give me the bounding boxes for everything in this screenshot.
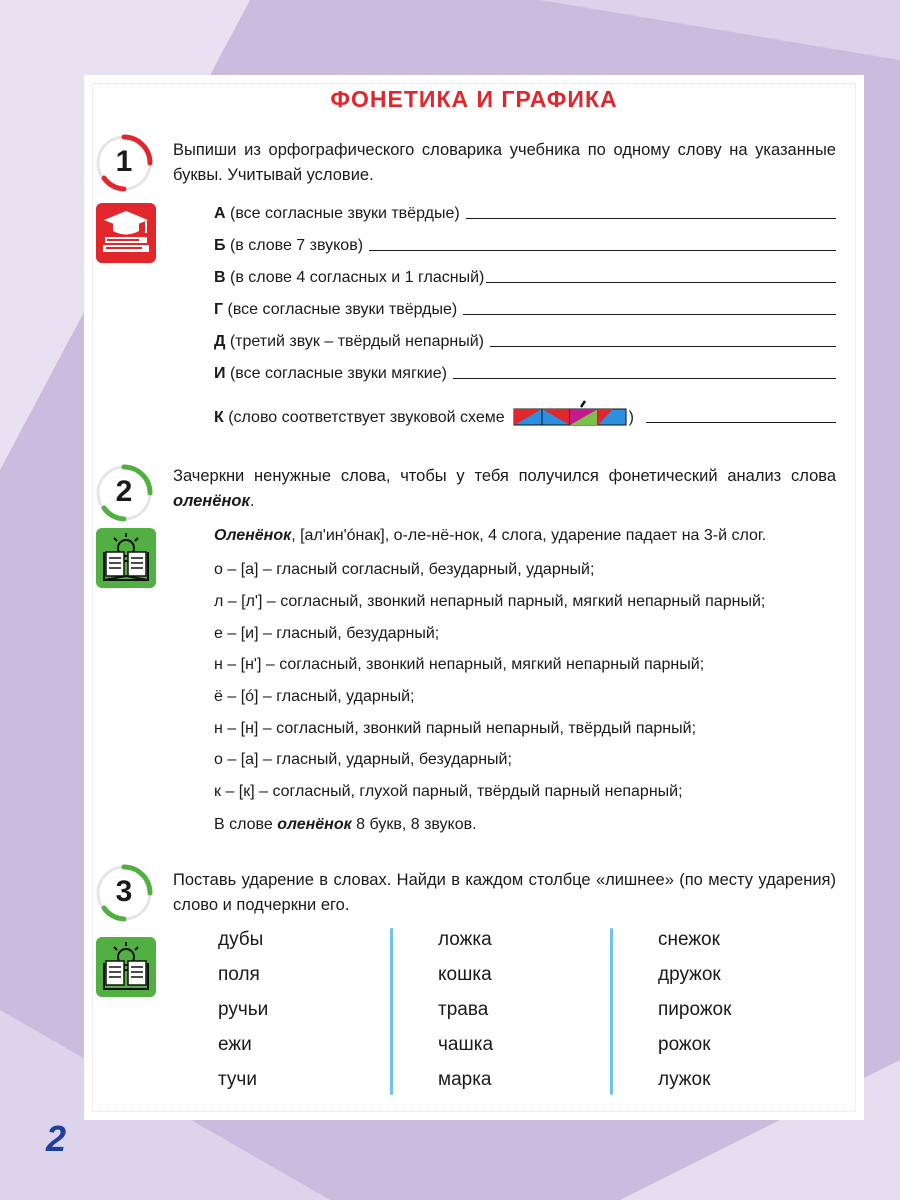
task-3-instructions: Поставь ударение в словах. Найди в каждом столбце «лишнее» (по месту ударения) слово и подчеркни его. [173, 871, 836, 914]
graduation-cap-books-icon [96, 203, 156, 263]
analysis-summary: В слове оленёнок 8 букв, 8 звуков. [214, 816, 477, 833]
analysis-line[interactable]: л – [л'] – согласный, звонкий непарный парный, мягкий непарный парный; [214, 593, 766, 610]
lightbulb-book-icon [96, 528, 156, 588]
word-item[interactable]: поля [218, 964, 260, 985]
column-divider [610, 928, 613, 1095]
word-item[interactable]: кошка [438, 964, 492, 985]
lightbulb-book-icon [96, 937, 156, 997]
page-number: 2 [46, 1118, 67, 1159]
answer-line-k[interactable]: К (слово соответствует звуковой схеме ) [214, 403, 836, 427]
word-item[interactable]: тучи [218, 1069, 257, 1090]
word-item[interactable]: ежи [218, 1034, 252, 1055]
analysis-line[interactable]: н – [н'] – согласный, звонкий непарный, мягкий непарный парный; [214, 656, 705, 673]
answer-line-i[interactable]: И (все согласные звуки мягкие) [214, 359, 836, 383]
word-item[interactable]: снежок [658, 929, 720, 950]
answer-line-b[interactable]: Б (в слове 7 звуков) [214, 231, 836, 255]
sound-scheme-diagram [513, 399, 629, 427]
word-item[interactable]: дубы [218, 929, 264, 950]
task-2-instructions: Зачеркни ненужные слова, чтобы у тебя получился фонетический анализ слова оленёнок. [173, 467, 836, 510]
word-item[interactable]: пирожок [658, 999, 732, 1020]
page-title: ФОНЕТИКА И ГРАФИКА [330, 86, 618, 112]
answer-line-v[interactable]: В (в слове 4 согласных и 1 гласный) [214, 263, 836, 287]
column-divider [390, 928, 393, 1095]
word-item[interactable]: лужок [658, 1069, 711, 1090]
word-item[interactable]: ручьи [218, 999, 269, 1020]
answer-line-a[interactable]: А (все согласные звуки твёрдые) [214, 199, 836, 223]
word-item[interactable]: чашка [438, 1034, 494, 1055]
answer-line-d[interactable]: Д (третий звук – твёрдый непарный) [214, 327, 836, 351]
task-3-number-badge: 3 [96, 862, 158, 924]
answer-line-g[interactable]: Г (все согласные звуки твёрдые) [214, 295, 836, 319]
analysis-line[interactable]: н – [н] – согласный, звонкий парный непарный, твёрдый парный; [214, 720, 697, 737]
word-item[interactable]: ложка [438, 929, 492, 950]
analysis-line[interactable]: е – [и] – гласный, безударный; [214, 625, 440, 642]
word-item[interactable]: дружок [658, 964, 721, 985]
word-item[interactable]: рожок [658, 1034, 711, 1055]
task-2-number-badge: 2 [96, 462, 158, 524]
analysis-line[interactable]: о – [а] – гласный, ударный, безударный; [214, 751, 512, 768]
analysis-header-line: Оленёнок, [ал'ин'óнак], о-ле-нё-нок, 4 слога, ударение падает на 3-й слог. [214, 527, 767, 544]
task-1-number-badge: 1 [96, 132, 158, 194]
task-1-instructions: Выпиши из орфографического словарика учебника по одному слову на указанные буквы. Учитывай условие. [173, 141, 836, 184]
analysis-line[interactable]: ё – [ó] – гласный, ударный; [214, 688, 415, 705]
analysis-line[interactable]: к – [к] – согласный, глухой парный, твёрдый парный непарный; [214, 783, 683, 800]
analysis-line[interactable]: о – [а] – гласный согласный, безударный, ударный; [214, 561, 595, 578]
word-item[interactable]: марка [438, 1069, 492, 1090]
word-item[interactable]: трава [438, 999, 489, 1020]
